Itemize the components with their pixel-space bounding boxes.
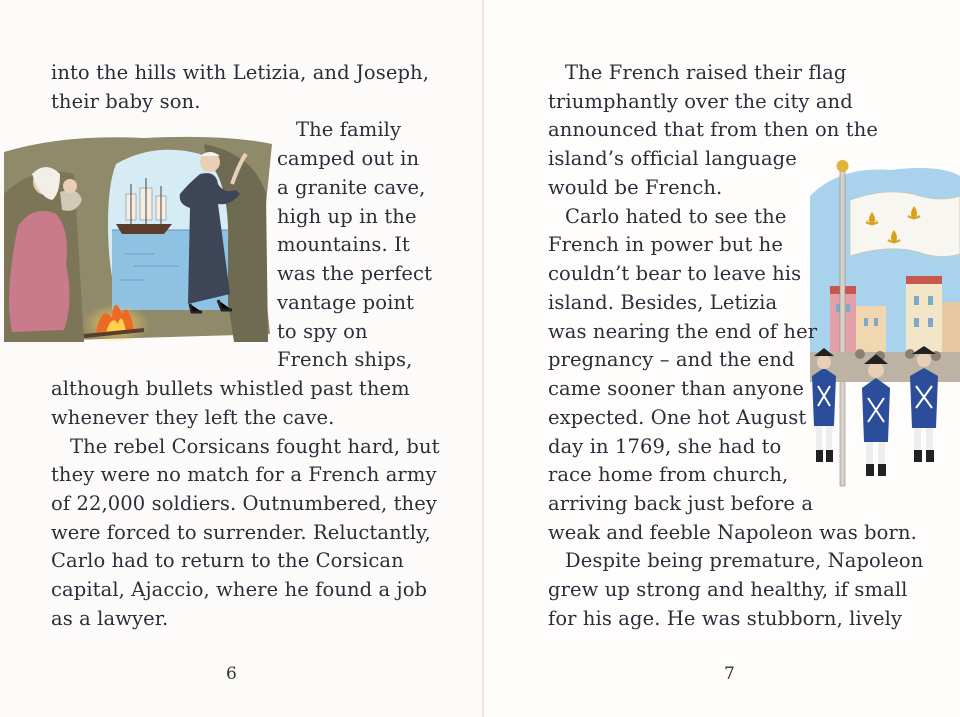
text-line: although bullets whistled past them [51, 377, 410, 400]
text-line: French in power but he [548, 233, 783, 256]
flag-illustration [810, 156, 960, 490]
text-line: came sooner than anyone [548, 377, 804, 400]
text-line: day in 1769, she had to [548, 435, 782, 458]
text-line: The family [296, 118, 402, 141]
text-line: couldn’t bear to leave his [548, 262, 802, 285]
text-line: island’s official language [548, 147, 797, 170]
text-line: Carlo hated to see the [565, 205, 787, 228]
text-line: grew up strong and healthy, if small [548, 578, 908, 601]
text-line: capital, Ajaccio, where he found a job [51, 578, 428, 601]
text-line: as a lawyer. [51, 607, 169, 630]
text-line: they were no match for a French army [51, 463, 437, 486]
text-line: high up in the [277, 205, 417, 228]
text-line: island. Besides, Letizia [548, 291, 778, 314]
text-line: announced that from then on the [548, 118, 878, 141]
text-line: whenever they left the cave. [51, 406, 335, 429]
text-line: Despite being premature, Napoleon [565, 549, 924, 572]
text-line: for his age. He was stubborn, lively [548, 607, 903, 630]
text-line: was nearing the end of her [548, 320, 818, 343]
text-line: arriving back just before a [548, 492, 814, 515]
text-line: were forced to surrender. Reluctantly, [51, 521, 431, 544]
text-line: a granite cave, [277, 176, 426, 199]
text-line: The rebel Corsicans fought hard, but [70, 435, 440, 458]
text-line: French ships, [277, 348, 413, 371]
text-line: into the hills with Letizia, and Joseph, [51, 61, 430, 84]
text-line: pregnancy – and the end [548, 348, 795, 371]
fleur-de-lis-flag-icon [850, 192, 960, 257]
text-line: of 22,000 soldiers. Outnumbered, they [51, 492, 437, 515]
page-number: 7 [724, 664, 735, 684]
page-number: 6 [226, 664, 237, 684]
text-line: would be French. [548, 176, 723, 199]
text-line: was the perfect [277, 262, 433, 285]
text-line: expected. One hot August [548, 406, 807, 429]
text-line: camped out in [277, 147, 420, 170]
text-line: mountains. It [277, 233, 410, 256]
text-line: to spy on [277, 320, 368, 343]
text-line: triumphantly over the city and [548, 90, 853, 113]
text-line: weak and feeble Napoleon was born. [548, 521, 917, 544]
text-line: vantage point [277, 291, 415, 314]
text-line: Carlo had to return to the Corsican [51, 549, 404, 572]
right-page [484, 0, 960, 717]
cave-illustration [4, 134, 272, 342]
text-line: race home from church, [548, 463, 789, 486]
text-line: their baby son. [51, 90, 201, 113]
text-line: The French raised their flag [565, 61, 847, 84]
